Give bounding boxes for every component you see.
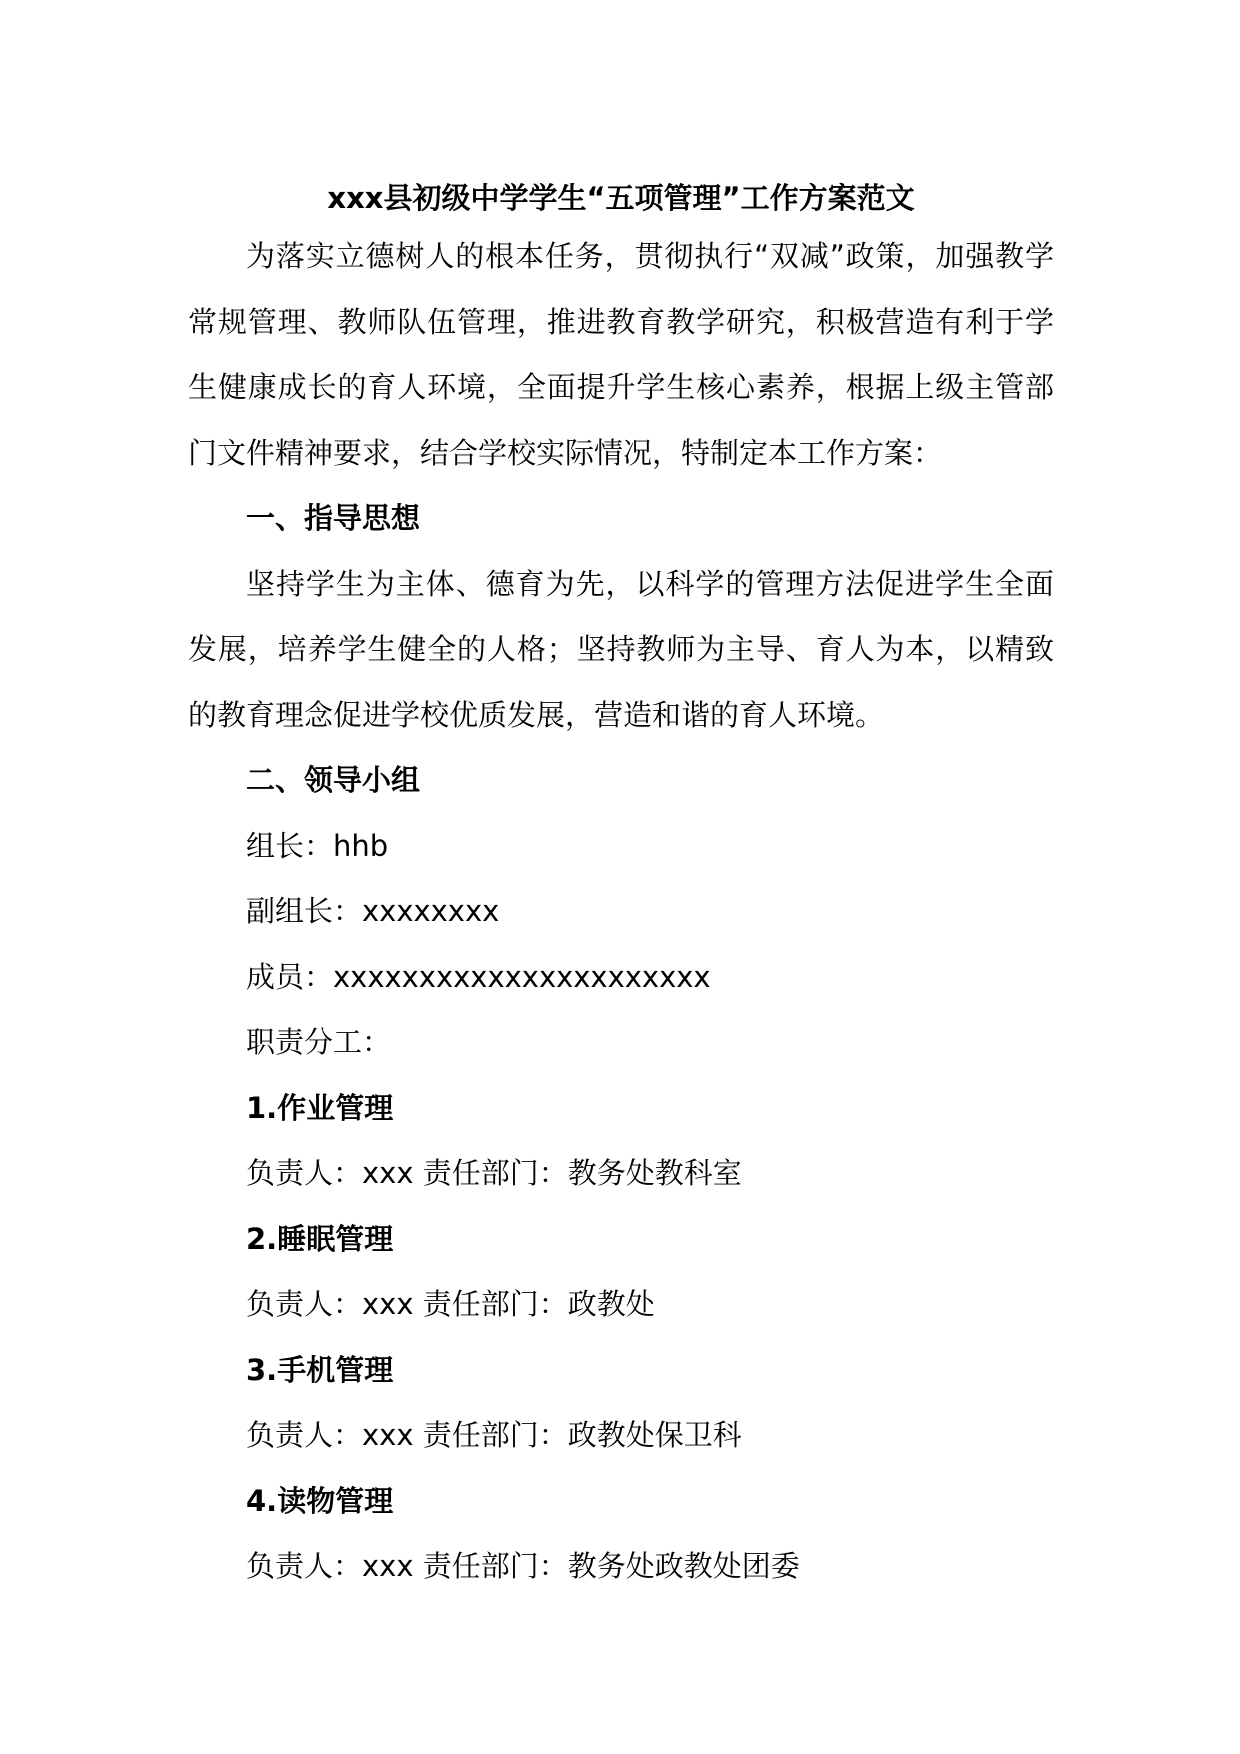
duties-label: 职责分工： (246, 1025, 392, 1059)
item-heading-homework: 1.作业管理 (246, 1090, 394, 1125)
deputy-leader-line: 副组长：xxxxxxxx (246, 894, 500, 928)
item-detail-sleep: 负责人：xxx 责任部门：政教处 (246, 1287, 655, 1321)
section-heading-guiding-thought: 一、指导思想 (246, 501, 421, 535)
item-detail-phone: 负责人：xxx 责任部门：政教处保卫科 (246, 1418, 742, 1452)
guiding-thought-paragraph: 坚持学生为主体、德育为先，以科学的管理方法促进学生全面发展，培养学生健全的人格；坚持教师为主导、育人为本，以精致的教育理念促进学校优质发展，营造和谐的育人环境。 (188, 566, 1054, 732)
item-heading-sleep: 2.睡眠管理 (246, 1221, 394, 1256)
item-detail-homework: 负责人：xxx 责任部门：教务处教科室 (246, 1156, 742, 1190)
item-heading-reading: 4.读物管理 (246, 1483, 394, 1518)
document-body (188, 172, 1054, 1600)
document-title: xxx县初级中学学生“五项管理”工作方案范文 (327, 181, 915, 215)
section-heading-leadership-group: 二、领导小组 (246, 763, 421, 797)
intro-paragraph: 为落实立德树人的根本任务，贯彻执行“双减”政策，加强教学常规管理、教师队伍管理，推进教育教学研究，积极营造有利于学生健康成长的育人环境，全面提升学生核心素养，根据上级主管部门文件精神要求，结合学校实际情况，特制定本工作方案： (188, 239, 1054, 470)
members-line: 成员：xxxxxxxxxxxxxxxxxxxxxx (246, 959, 711, 994)
group-leader-line: 组长：hhb (246, 828, 389, 863)
item-heading-phone: 3.手机管理 (246, 1352, 394, 1387)
item-detail-reading: 负责人：xxx 责任部门：教务处政教处团委 (246, 1549, 800, 1583)
